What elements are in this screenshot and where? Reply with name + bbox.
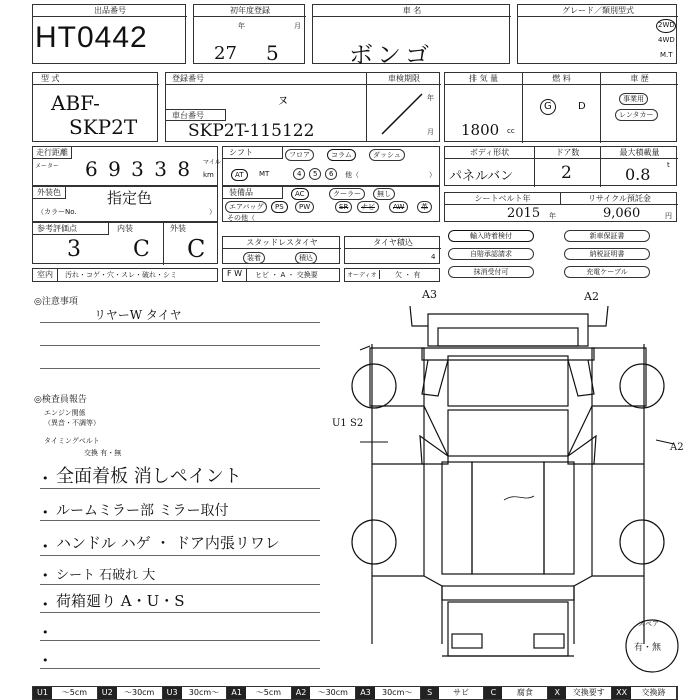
body-box (444, 146, 677, 186)
shift-5: 5 (309, 168, 321, 180)
interior-grade: C (133, 237, 150, 262)
mark-a2-right: A2 (670, 442, 684, 453)
legend-desc: 30cm〜 (182, 687, 228, 699)
recycle-unit: 円 (665, 212, 672, 220)
mileage-value: 6 9 3 3 8 (85, 157, 193, 181)
lot-number: HT0442 (35, 21, 148, 54)
first-registration-box (193, 4, 305, 64)
load-unit: t (667, 161, 670, 169)
inspection-month-label: 月 (427, 128, 434, 136)
bullet: • (42, 506, 49, 519)
mark-a3: A3 (422, 288, 437, 301)
report-line-3: ハンドル ハゲ ・ ドア内張リワレ (56, 534, 280, 552)
seatbelt-unit: 年 (549, 212, 556, 220)
bullet: • (42, 472, 49, 485)
note-line (40, 322, 320, 323)
studless-box (222, 236, 340, 264)
legend-desc: 交換要す (566, 687, 612, 699)
car-name-box (312, 4, 510, 69)
bullet: • (42, 654, 49, 667)
mileage-label: 走行距離 (33, 147, 72, 159)
equip-none: 無し (373, 188, 395, 200)
legend-desc: 〜30cm (117, 687, 163, 699)
report-line-5: 荷箱廻り A・U・S (56, 592, 185, 610)
model-line-2: SKP2T (69, 115, 138, 139)
badge-erasure: 抹消受付可 (448, 266, 534, 278)
legend-code: S (421, 687, 439, 699)
equip-pw: PW (295, 201, 314, 213)
studless-spare: 装着 (243, 252, 265, 264)
load-value: 0.8 (625, 165, 651, 184)
recycle-label: リサイクル預託金 (561, 193, 678, 205)
equip-cooler: クーラー (329, 188, 365, 200)
equip-other: その他（ (227, 214, 255, 222)
km-unit: km (203, 171, 214, 179)
model-line-1: ABF- (51, 91, 100, 115)
engine-label: エンジン関係 (44, 409, 86, 417)
notes-label: ◎注意事項 (34, 297, 78, 307)
drive-2wd: 2WD (658, 21, 675, 29)
studless-label: スタッドレスタイヤ (223, 237, 341, 249)
interior-condition-value: 汚れ・コゲ・穴・スレ・破れ・シミ (65, 271, 177, 279)
interior-grade-label: 内装 (109, 223, 164, 265)
shift-dash: ダッシュ (369, 149, 405, 161)
color-label: 外装色 (33, 187, 66, 199)
shift-other: 他（ (345, 171, 359, 179)
badge-cable: 充電ケーブル (564, 266, 650, 278)
bullet: • (42, 626, 49, 639)
tire-load-label: タイヤ積込 (345, 237, 441, 249)
use-rental: レンタカー (615, 109, 658, 121)
fw-box (222, 268, 340, 282)
report-rule (40, 520, 320, 521)
report-line-4: シート 石破れ 大 (56, 568, 156, 583)
timing-label: タイミングベルト (44, 437, 100, 445)
legend-desc: 交換跡 (631, 687, 677, 699)
legend-desc: 30cm〜 (375, 687, 421, 699)
legend-code: U1 (33, 687, 52, 699)
interior-condition-label: 室内 (33, 269, 58, 281)
shift-box (222, 146, 440, 186)
equip-airbag: エアバッグ (225, 201, 267, 213)
legend-desc: 〜5cm (52, 687, 98, 699)
spare-label: スペア (638, 620, 659, 628)
exterior-grade-label: 外装 (170, 224, 186, 233)
first-registration-label: 初年度登録 (194, 5, 306, 17)
report-rule (40, 640, 320, 641)
mark-a2-top: A2 (584, 290, 599, 303)
body-label: ボディ形状 (445, 147, 535, 187)
report-line-2: ルームミラー部 ミラー取付 (56, 503, 229, 519)
ratings-box (32, 222, 218, 264)
report-rule (40, 488, 320, 489)
doors-value: 2 (561, 163, 572, 183)
load-label: 最大積載量 (619, 148, 660, 157)
bullet: • (42, 598, 49, 611)
color-no-label: （カラーNo. (37, 208, 77, 216)
bullet: • (42, 540, 49, 553)
inspection-cell (366, 73, 440, 141)
registration-box (165, 72, 440, 142)
note-1: リヤーW タイヤ (94, 308, 182, 322)
seatbelt-label: シートベルト年 (445, 193, 561, 205)
mileage-box (32, 146, 221, 186)
chassis-value: SKP2T-115122 (188, 121, 315, 141)
legend-code: X (548, 687, 566, 699)
use-business: 事業用 (619, 93, 648, 105)
interior-condition-box (32, 268, 218, 282)
equipment-box (222, 186, 440, 222)
grade-box (517, 4, 677, 64)
legend-code: A2 (292, 687, 311, 699)
fw-label: F W (223, 269, 247, 281)
year-label: 年 (238, 22, 245, 30)
displacement-label: 排 気 量 (445, 73, 523, 143)
month-label: 月 (294, 22, 301, 30)
legend-code: A1 (227, 687, 246, 699)
audio-label: オーディオ (347, 270, 380, 279)
model-box (32, 72, 158, 142)
equip-aw: AW (389, 201, 408, 213)
drive-4wd: 4WD (658, 36, 675, 44)
inspection-year-label: 年 (427, 94, 434, 102)
legend-code: U2 (98, 687, 117, 699)
lot-number-label: 出品番号 (33, 5, 187, 17)
note-line (40, 368, 320, 369)
color-box (32, 186, 218, 222)
legend-code: U3 (163, 687, 182, 699)
doors-label: ドア数 (535, 147, 601, 187)
equip-sr: SR (335, 201, 352, 213)
bullet: • (42, 569, 49, 582)
report-line-1: 全面着板 消しペイント (56, 466, 242, 487)
body-value: パネルバン (449, 169, 514, 184)
fuel-g: G (544, 101, 552, 112)
meter-label: メーター (35, 163, 60, 170)
vehicle-diagram (330, 286, 700, 680)
seatbelt-value: 2015 (507, 206, 541, 221)
report-rule (40, 555, 320, 556)
badge-import: 輸入時着検付 (448, 230, 534, 242)
color-no-close: ） (209, 208, 216, 216)
spec-box (444, 72, 677, 142)
equip-nav: ナビ (357, 201, 379, 213)
legend-code: A3 (356, 687, 375, 699)
report-label: ◎検査員報告 (34, 395, 87, 405)
cc-unit: cc (507, 127, 515, 135)
badge-tax: 納税証明書 (564, 248, 650, 260)
drive-mt: M.T (660, 51, 673, 59)
equipment-label: 装備品 (223, 187, 283, 199)
damage-legend (32, 686, 678, 700)
seatbelt-recycle-box (444, 192, 677, 222)
fuel-label: 燃 料 (523, 73, 601, 143)
mile-unit: マイル (203, 159, 221, 166)
equip-ac: AC (291, 188, 309, 200)
inspection-label: 車検期限 (367, 73, 441, 85)
displacement-value: 1800 (461, 121, 500, 139)
legend-desc: 腐食 (502, 687, 548, 699)
spare-value: 有・無 (634, 643, 662, 653)
inspection-slash (377, 89, 427, 139)
shift-column: コラム (327, 149, 356, 161)
note-line (40, 345, 320, 346)
timing-value: 交換 有・無 (84, 449, 122, 457)
grade-label: グレード／類別型式 (518, 5, 678, 17)
legend-code: C (484, 687, 502, 699)
report-rule (40, 584, 320, 585)
legend-desc: 〜5cm (246, 687, 292, 699)
color-value: 指定色 (107, 189, 153, 207)
legend-desc: 〜30cm (310, 687, 356, 699)
equip-leather: 革 (417, 201, 432, 213)
ratings-label: 参考評価点 (33, 223, 109, 235)
equip-ps: PS (271, 201, 288, 213)
legend-code: XX (612, 687, 631, 699)
shift-4: 4 (293, 168, 305, 180)
shift-at: AT (231, 169, 248, 181)
tire-load-value: 4 (431, 253, 436, 261)
model-label: 型 式 (33, 73, 159, 85)
shift-6: 6 (325, 168, 337, 180)
car-name-label: 車 名 (313, 5, 511, 17)
badges-box (444, 226, 677, 282)
legend-desc: サビ (439, 687, 485, 699)
car-name: ボンゴ (349, 41, 433, 69)
reg-no-label: 登録番号 (166, 73, 366, 85)
tire-load-box (344, 236, 440, 264)
badge-self-dereg: 自賠承認請求 (448, 248, 534, 260)
shift-floor: フロア (285, 149, 314, 161)
chassis-label: 車台番号 (166, 109, 226, 121)
fuel-d: D (578, 101, 586, 112)
shift-mt: MT (259, 170, 270, 178)
shift-close: ） (429, 171, 436, 179)
first-reg-year: 27 (214, 43, 237, 64)
report-rule (40, 612, 320, 613)
badge-warranty: 新車保証書 (564, 230, 650, 242)
mark-u1-s2: U1 S2 (332, 418, 364, 429)
shift-label: シフト (223, 147, 283, 159)
first-reg-month: 5 (266, 41, 279, 65)
exterior-grade: C (187, 235, 206, 263)
studless-loaded: 積込 (295, 252, 317, 264)
use-label: 車 歴 (630, 74, 649, 83)
score-value: 3 (67, 237, 81, 262)
audio-value: 欠 ・ 有 (395, 271, 421, 279)
lot-number-box (32, 4, 186, 64)
audio-box (344, 268, 440, 282)
recycle-value: 9,060 (603, 206, 641, 221)
fw-value: ヒビ ・ A ・ 交換要 (255, 271, 318, 279)
engine-sub: （異音・不調等） (44, 419, 100, 427)
report-rule (40, 668, 320, 669)
reg-no-value: ㇴ (276, 92, 290, 108)
